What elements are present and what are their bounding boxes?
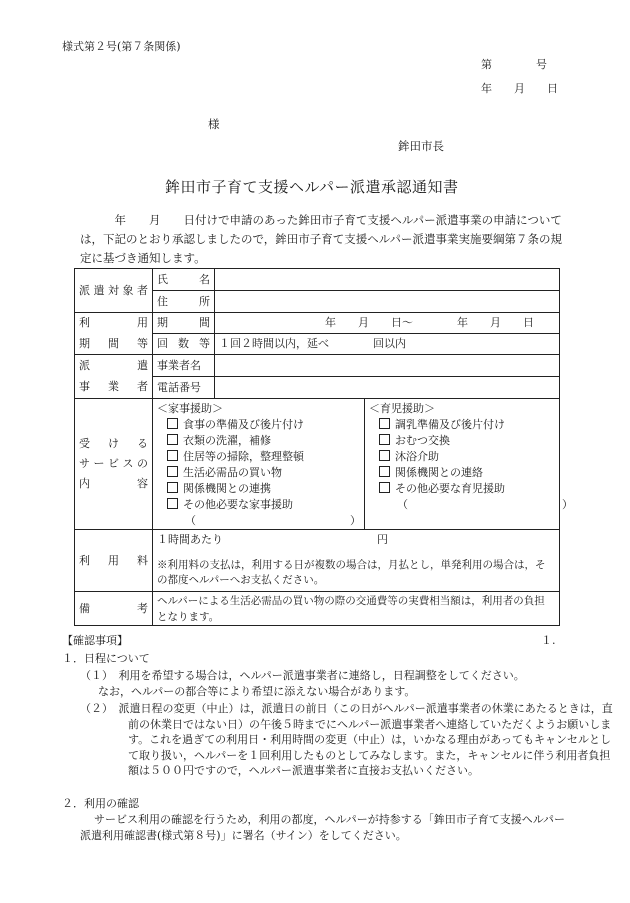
- checkbox-icon[interactable]: [167, 498, 178, 509]
- phone-value[interactable]: [215, 377, 560, 399]
- housework-item[interactable]: [167, 449, 360, 465]
- section-1-item-1b: なお，ヘルパーの都合等により希望に添えない場合があります。: [98, 685, 416, 698]
- childcare-item[interactable]: [379, 417, 555, 433]
- fee-note: ※利用料の支払は，利用する日が複数の場合は，月払とし，単発利用の場合は，その都度ヘルパーへお支払ください。: [157, 559, 546, 586]
- approval-table: [74, 268, 573, 626]
- dispatch-label-2: 事 業 者: [75, 377, 153, 399]
- checkbox-icon[interactable]: [167, 434, 178, 445]
- service-label-line-2: サービスの: [79, 457, 148, 470]
- housework-paren[interactable]: （ ）: [185, 514, 361, 527]
- checkbox-icon[interactable]: [379, 434, 390, 445]
- housework-item[interactable]: [167, 417, 360, 433]
- housework-item[interactable]: [167, 433, 360, 449]
- provider-sub-label: 事業者名: [153, 355, 215, 377]
- provider-value[interactable]: [215, 355, 560, 377]
- name-value[interactable]: [215, 269, 560, 291]
- address-value[interactable]: [215, 291, 560, 313]
- checkbox-icon[interactable]: [167, 466, 178, 477]
- childcare-item[interactable]: [379, 433, 555, 449]
- housework-item[interactable]: [167, 465, 360, 481]
- dispatch-label-1: 派 遣: [75, 355, 153, 377]
- count-value[interactable]: １回２時間以内，延べ 回以内: [215, 334, 560, 355]
- intro-paragraph: 年 月 日付けで申請のあった鉾田市子育て支援ヘルパー派遣事業の申請については，下記のとおり承認しましたので，鉾田市子育て支援ヘルパー派遣事業実施要綱第７条の規定に基づき通知します。: [80, 213, 562, 265]
- checkbox-icon[interactable]: [379, 450, 390, 461]
- service-label-line-1: 受 け る: [79, 437, 148, 450]
- remarks-label: 備 考: [75, 592, 153, 626]
- childcare-item-label: 調乳準備及び後片付け: [395, 418, 505, 431]
- phone-sub-label: 電話番号: [153, 377, 215, 399]
- housework-item-label: 住居等の掃除，整理整頓: [183, 450, 304, 463]
- checkbox-icon[interactable]: [167, 450, 178, 461]
- checkbox-icon[interactable]: [379, 418, 390, 429]
- housework-item-label: 関係機関との連携: [183, 482, 271, 495]
- section-1-title: １．日程について: [62, 652, 150, 665]
- childcare-item[interactable]: [379, 465, 555, 481]
- count-sub-label: 回数等: [153, 334, 215, 355]
- fee-label: 利 用 料: [75, 530, 153, 592]
- issuer: 鉾田市長: [398, 139, 444, 153]
- section-2-text: サービス利用の確認を行うため，利用の都度，ヘルパーが持参する「鉾田市子育て支援ヘルパー派遣利用確認書(様式第８号)」に署名（サイン）をしてください。: [80, 813, 566, 842]
- checkbox-icon[interactable]: [167, 482, 178, 493]
- checkbox-icon[interactable]: [379, 466, 390, 477]
- target-label: 派遣対象者: [75, 269, 153, 313]
- housework-item[interactable]: [167, 481, 360, 497]
- addressee-suffix: 様: [208, 117, 220, 131]
- section-1-item-2: （２） 派遣日程の変更（中止）は，派遣日の前日（この日がヘルパー派遣事業者の休業にあたるときは，直前の休業日ではない日）の午後５時までにヘルパー派遣事業者へ連絡していただくようお願いします。これを過ぎての利用日・利用時間の変更（中止）は，いかなる理由があってもキャンセルとして取り扱い，ヘルパーを１回利用したものとしてみなします。また，キャンセルに伴う利用者負担額は５００円ですので，ヘルパー派遣事業者に直接お支払いください。: [80, 702, 613, 777]
- childcare-title: ＜育児援助＞: [369, 402, 435, 415]
- housework-item[interactable]: [167, 497, 360, 513]
- form-number: 様式第２号(第７条関係): [62, 40, 181, 53]
- section-1-item-1: （１） 利用を希望する場合は，ヘルパー派遣事業者に連絡し，日程調整をしてください。: [80, 669, 525, 682]
- childcare-item-label: その他必要な育児援助: [395, 482, 505, 495]
- address-label: 住 所: [153, 291, 215, 313]
- childcare-cell: [365, 399, 573, 530]
- fee-cell: [153, 530, 560, 592]
- childcare-item-label: おむつ交換: [395, 434, 450, 447]
- issue-date: 年 月 日: [481, 82, 558, 95]
- document-number: 第 号: [481, 58, 547, 71]
- period-label-1: 利 用: [75, 313, 153, 334]
- name-label: 氏 名: [153, 269, 215, 291]
- service-label: [75, 399, 153, 530]
- confirm-header: 【確認事項】: [62, 634, 128, 647]
- period-label-2: 期 間 等: [75, 334, 153, 355]
- period-sub-label: 期 間: [153, 313, 215, 334]
- remarks-text: ヘルパーによる生活必需品の買い物の際の交通費等の実費相当額は，利用者の負担となります。: [153, 592, 560, 626]
- housework-item-label: その他必要な家事援助: [183, 498, 293, 511]
- period-value[interactable]: 年 月 日～ 年 月 日: [215, 313, 560, 334]
- service-label-line-3: 内 容: [79, 477, 148, 490]
- childcare-item-label: 沐浴介助: [395, 450, 439, 463]
- section-2-title: ２．利用の確認: [62, 797, 139, 810]
- page-mark: １.: [541, 634, 556, 647]
- childcare-item-label: 関係機関との連絡: [395, 466, 483, 479]
- housework-title: ＜家事援助＞: [157, 402, 223, 415]
- childcare-item[interactable]: [379, 481, 555, 497]
- housework-cell: [153, 399, 365, 530]
- childcare-paren[interactable]: （ ）: [397, 498, 573, 511]
- document-title: 鉾田市子育て支援ヘルパー派遣承認通知書: [165, 178, 459, 196]
- checkbox-icon[interactable]: [379, 482, 390, 493]
- checkbox-icon[interactable]: [167, 418, 178, 429]
- fee-line[interactable]: １時間あたり 円: [157, 533, 388, 546]
- housework-item-label: 衣類の洗濯，補修: [183, 434, 271, 447]
- housework-item-label: 生活必需品の買い物: [183, 466, 282, 479]
- childcare-item[interactable]: [379, 449, 555, 465]
- housework-item-label: 食事の準備及び後片付け: [183, 418, 304, 431]
